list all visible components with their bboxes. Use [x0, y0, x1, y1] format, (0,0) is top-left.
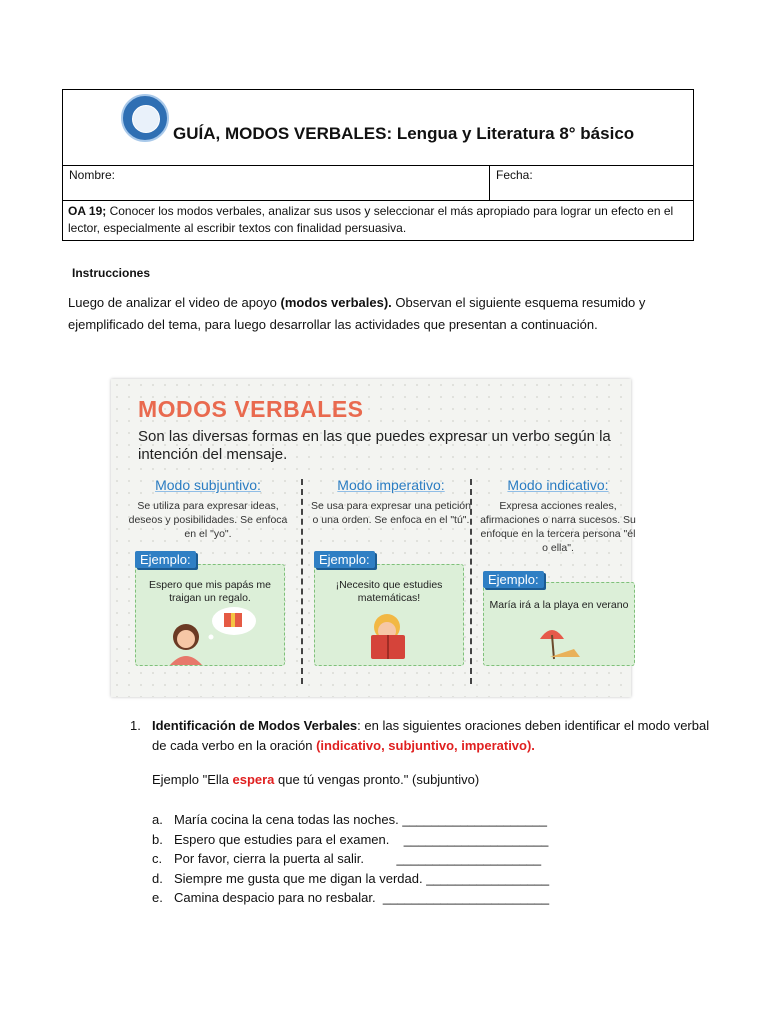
example-box-indicativo	[483, 582, 635, 666]
example-box-imperativo	[314, 564, 464, 666]
item-letter: b.	[152, 831, 163, 847]
question-number: 1.	[130, 718, 141, 733]
oa-text: Conocer los modos verbales, analizar sus usos y seleccionar el más apropiado para lograr un efecto en el lector, especialmente al escribir textos con finalidad persuasiva.	[68, 204, 674, 235]
question-options: (indicativo, subjuntivo, imperativo).	[316, 738, 535, 753]
instructions-text-bold: (modos verbales).	[280, 295, 392, 310]
example-before: Ejemplo "Ella	[152, 772, 233, 787]
objective-row	[63, 201, 693, 240]
example-after: que tú vengas pronto." (subjuntivo)	[274, 772, 480, 787]
instructions-title: Instrucciones	[72, 266, 151, 280]
example-text: Espero que mis papás me traigan un regalo.	[149, 579, 271, 604]
example-text: María irá a la playa en verano	[489, 599, 629, 611]
question-body	[152, 716, 712, 756]
column-title: Modo imperativo:	[337, 477, 445, 493]
column-desc: Se usa para expresar una petición o una orden. Se enfoca en el "tú".	[311, 500, 471, 526]
item-text[interactable]: Siempre me gusta que me digan la verdad. _________________	[174, 870, 550, 886]
header-table	[62, 89, 694, 241]
example-verb: espera	[232, 772, 275, 787]
column-title: Modo subjuntivo:	[155, 477, 261, 493]
example-text: ¡Necesito que estudies matemáticas!	[335, 579, 443, 604]
page-title: GUÍA, MODOS VERBALES: Lengua y Literatura 8° básico	[173, 124, 635, 143]
fields-row	[63, 166, 693, 201]
logo-inner	[132, 105, 160, 133]
girl-gift-illustration	[136, 565, 284, 665]
item-letter: c.	[152, 851, 163, 866]
item-letter: e.	[152, 890, 163, 905]
example-label: Ejemplo:	[483, 571, 544, 588]
school-logo	[121, 94, 169, 142]
instructions-text-before: Luego de analizar el video de apoyo	[68, 295, 281, 310]
column-desc: Expresa acciones reales, afirmaciones o narra sucesos. Su enfoque en la tercera persona "él o ella".	[480, 500, 636, 554]
divider	[470, 479, 472, 684]
nombre-field[interactable]: Nombre:	[63, 166, 490, 200]
column-indicativo	[478, 477, 638, 555]
item-letter: d.	[152, 870, 163, 886]
item-letter: a.	[152, 812, 163, 827]
item-text[interactable]: María cocina la cena todas las noches. ____________________	[174, 812, 547, 827]
title-row	[63, 90, 693, 166]
column-title: Modo indicativo:	[507, 477, 609, 493]
column-desc: Se utiliza para expresar ideas, deseos y posibilidades. Se enfoca en el "yo".	[128, 500, 288, 540]
question-text: : en las siguientes oraciones deben identificar el modo verbal de cada verbo en la oración	[152, 718, 710, 753]
item-text[interactable]: Por favor, cierra la puerta al salir. ____________________	[174, 851, 542, 866]
question-title: Identificación de Modos Verbales	[152, 718, 358, 733]
infographic	[111, 379, 636, 697]
example-sentence	[152, 772, 479, 787]
oa-code: OA 19;	[68, 204, 107, 218]
item-text[interactable]: Camina despacio para no resbalar. _______________________	[174, 890, 550, 905]
example-box-subjuntivo	[135, 564, 285, 666]
example-label: Ejemplo:	[314, 551, 375, 568]
column-subjuntivo	[128, 477, 288, 541]
divider	[301, 479, 303, 684]
beach-illustration	[484, 583, 634, 665]
instructions-text	[68, 292, 708, 336]
boy-book-illustration	[315, 565, 463, 665]
fecha-field[interactable]: Fecha:	[496, 168, 533, 182]
infographic-subtitle: Son las diversas formas en las que puedes expresar un verbo según la intención del mensaje.	[138, 428, 611, 463]
column-imperativo	[311, 477, 471, 527]
instructions-text-after: Observan el siguiente esquema resumido y ejemplificado del tema, para luego desarrollar las actividades que presentan a continuación.	[68, 295, 646, 332]
item-text[interactable]: Espero que estudies para el examen. ____________________	[174, 831, 549, 847]
infographic-title: MODOS VERBALES	[138, 396, 364, 422]
example-label: Ejemplo:	[135, 551, 196, 568]
